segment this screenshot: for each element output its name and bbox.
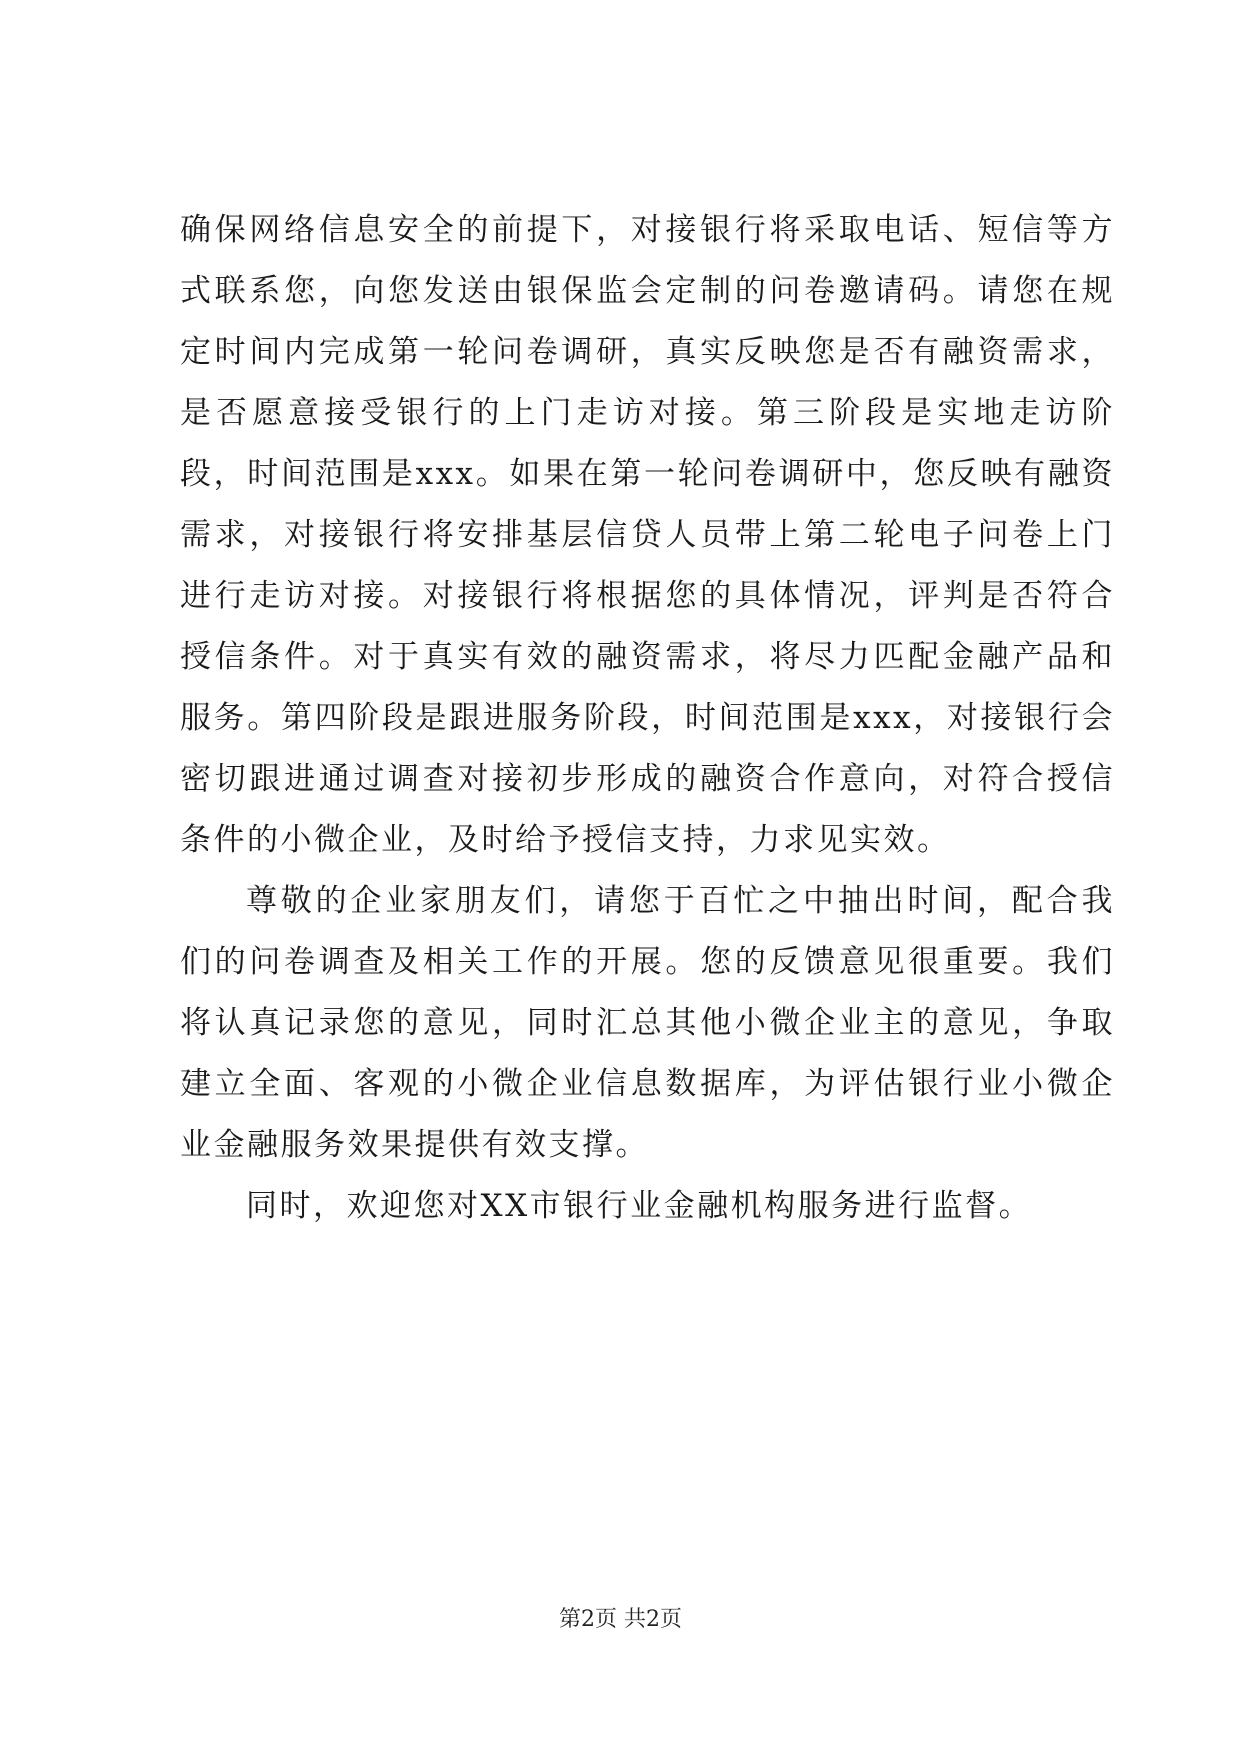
body-paragraph-2: 尊敬的企业家朋友们，请您于百忙之中抽出时间，配合我们的问卷调查及相关工作的开展。您的反馈意见很重要。我们将认真记录您的意见，同时汇总其他小微企业主的意见，争取建立全面、客观的小微企业信息数据库，为评估银行业小微企业金融服务效果提供有效支撑。	[180, 883, 1115, 1163]
body-paragraph-3: 同时，欢迎您对XX市银行业金融机构服务进行监督。	[246, 1188, 1033, 1224]
document-body	[180, 200, 1115, 1237]
body-paragraph-1: 确保网络信息安全的前提下，对接银行将采取电话、短信等方式联系您，向您发送由银保监会定制的问卷邀请码。请您在规定时间内完成第一轮问卷调研，真实反映您是否有融资需求，是否愿意接受银行的上门走访对接。第三阶段是实地走访阶段，时间范围是xxx。如果在第一轮问卷调研中，您反映有融资需求，对接银行将安排基层信贷人员带上第二轮电子问卷上门进行走访对接。对接银行将根据您的具体情况，评判是否符合授信条件。对于真实有效的融资需求，将尽力匹配金融产品和服务。第四阶段是跟进服务阶段，时间范围是xxx，对接银行会密切跟进通过调查对接初步形成的融资合作意向，对符合授信条件的小微企业，及时给予授信支持，力求见实效。	[180, 212, 1115, 858]
page-footer	[0, 1606, 1241, 1634]
page-number-label: 第2页 共2页	[559, 1607, 682, 1632]
